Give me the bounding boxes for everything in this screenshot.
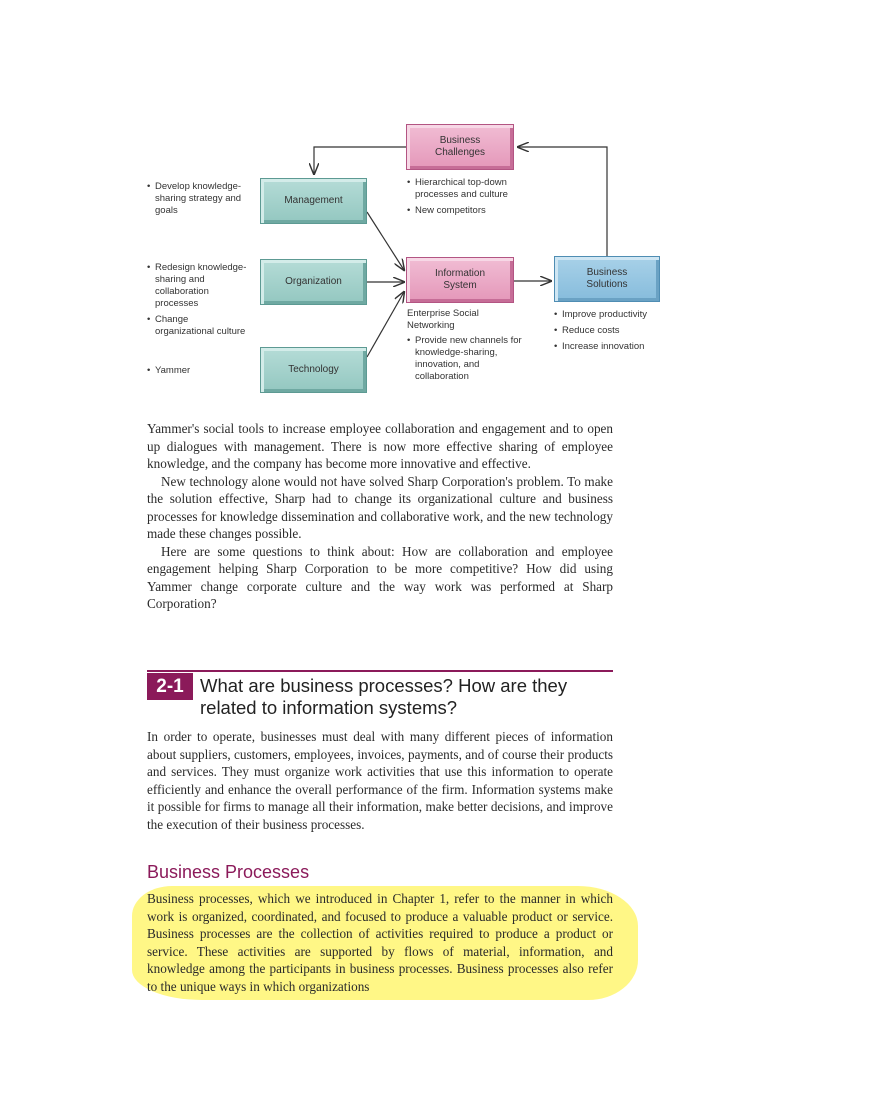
intro-paragraph: Here are some questions to think about: How are collaboration and employee engagement helping Sharp Corporation to be more competitive? How did using Yammer change corporate culture and the way work was performed at Sharp Corporation? [147, 543, 613, 611]
business-challenges-box: Business Challenges [406, 124, 514, 170]
intro-paragraph: Yammer's social tools to increase employee collaboration and engagement and to open up dialogues with management. There is now more effective sharing of employee knowledge, and the company has become more innovative and effective. [147, 421, 613, 471]
challenge-note: • New competitors [407, 205, 519, 217]
intro-paragraph: New technology alone would not have solved Sharp Corporation's problem. To make the solution effective, Sharp had to change its organizational culture and business processes for knowledge dissemination and collaborative work, and the new technology made these changes possible. [147, 473, 613, 541]
technology-note: • Yammer [147, 365, 247, 377]
organization-note: • Change organizational culture [147, 314, 247, 338]
section-rule [147, 670, 613, 672]
solution-note: • Improve productivity [554, 309, 669, 321]
management-box: Management [260, 178, 367, 224]
section-title: What are business processes? How are they related to information systems? [200, 675, 568, 718]
solution-note: • Reduce costs [554, 325, 669, 337]
section-paragraph: In order to operate, businesses must deal with many different pieces of information about suppliers, customers, employees, invoices, payments, and of course their products and services. They must organize work activities that use this information to operate efficiently and enhance the overall performance of the firm. Information systems make it possible for firms to manage all their information, make better decisions, and improve the execution of their business processes. [147, 729, 613, 832]
subsection-title: Business Processes [147, 862, 310, 882]
challenge-notes [407, 177, 519, 221]
management-note: • Develop knowledge-sharing strategy and goals [147, 181, 247, 217]
solution-note: • Increase innovation [554, 341, 669, 353]
intro-text [147, 420, 613, 613]
management-notes [147, 181, 247, 221]
section-text [147, 728, 613, 833]
arrow-management-to-system [367, 212, 404, 270]
organization-note: • Redesign knowledge-sharing and collaboration processes [147, 262, 247, 310]
business-framework-diagram [0, 0, 880, 400]
arrow-solutions-to-challenges [518, 147, 607, 256]
system-notes [407, 308, 522, 387]
technology-box: Technology [260, 347, 367, 393]
organization-box: Organization [260, 259, 367, 305]
subsection-paragraph: Business processes, which we introduced in Chapter 1, refer to the manner in which work is organized, coordinated, and focused to produce a valuable product or service. Business processes are the collection of activities required to produce a product or service. These activities are supported by flows of material, information, and knowledge among the participants in business processes. Business processes also refer to the unique ways in which organizations [147, 891, 613, 994]
organization-notes [147, 262, 247, 342]
system-heading: Enterprise Social Networking [407, 308, 479, 331]
arrow-technology-to-system [367, 292, 404, 357]
arrow-challenges-to-management [314, 147, 406, 174]
challenge-note: • Hierarchical top-down processes and culture [407, 177, 519, 201]
system-note: • Provide new channels for knowledge-sharing, innovation, and collaboration [407, 335, 522, 383]
information-system-box: Information System [406, 257, 514, 303]
subsection-text [147, 890, 613, 995]
technology-notes [147, 365, 247, 381]
section-number: 2-1 [147, 673, 193, 700]
business-solutions-box: Business Solutions [554, 256, 660, 302]
solution-notes [554, 309, 669, 357]
